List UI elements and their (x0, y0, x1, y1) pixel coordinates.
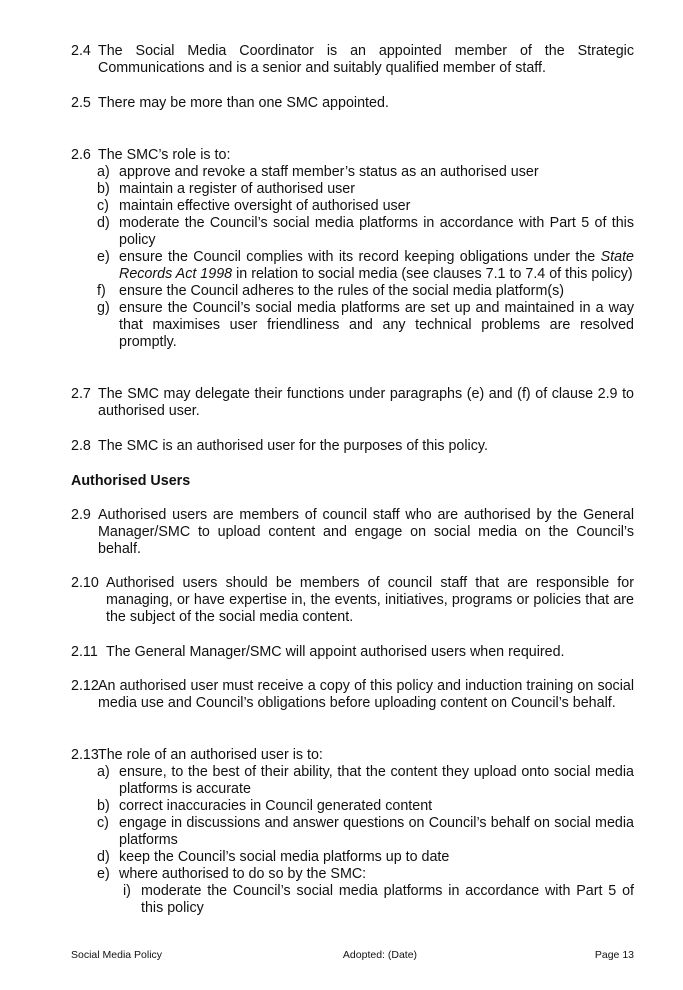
clause-text: There may be more than one SMC appointed. (98, 95, 389, 111)
list-item: d) keep the Council’s social media platforms up to date (97, 849, 450, 865)
clause-text: The SMC may delegate their functions under paragraphs (e) and (f) of clause 2.9 to authorised user. (98, 386, 634, 419)
footer-title: Social Media Policy (71, 949, 163, 961)
clause-2-8 (71, 438, 634, 455)
clause-2-11 (71, 644, 634, 661)
clause-text: Authorised users are members of council staff who are authorised by the General Manager/SMC to upload content and engage on social media on the Council’s behalf. (98, 507, 634, 557)
clause-text: The SMC’s role is to: (98, 147, 231, 163)
clause-text: Authorised users should be members of council staff that are responsible for managing, or have expertise in, the events, initiatives, programs or policies that are the subject of the social media content. (106, 575, 634, 625)
clause-text: The Social Media Coordinator is an appointed member of the Strategic Communications and is a senior and suitably qualified member of staff. (98, 43, 634, 76)
list-item: d) moderate the Council’s social media platforms in accordance with Part 5 of this policy (97, 215, 634, 248)
sub-list-item: i) moderate the Council’s social media platforms in accordance with Part 5 of this policy (123, 883, 634, 916)
user-role-list (97, 764, 634, 917)
list-item: c) engage in discussions and answer questions on Council’s behalf on social media platforms (97, 815, 634, 848)
clause-number: 2.6 (71, 147, 91, 163)
clause-text: The SMC is an authorised user for the purposes of this policy. (98, 438, 488, 454)
clause-2-10 (71, 575, 634, 626)
clause-number: 2.10 (71, 575, 99, 591)
list-item: f) ensure the Council adheres to the rules of the social media platform(s) (97, 283, 565, 299)
clause-number: 2.5 (71, 95, 91, 111)
list-item: c) maintain effective oversight of authorised user (97, 198, 411, 214)
clause-number: 2.8 (71, 438, 91, 454)
clause-number: 2.7 (71, 386, 91, 402)
list-item: e) where authorised to do so by the SMC: (97, 866, 367, 882)
list-item: g) ensure the Council’s social media platforms are set up and maintained in a way that maximises user friendliness and any technical problems are resolved promptly. (97, 300, 634, 350)
footer-page-number: Page 13 (594, 949, 634, 961)
clause-2-12 (71, 678, 634, 712)
clause-2-7 (71, 386, 634, 420)
clause-text: The role of an authorised user is to: (98, 747, 323, 763)
clause-number: 2.9 (71, 507, 91, 523)
clause-2-5 (71, 95, 634, 112)
list-item: a) approve and revoke a staff member’s status as an authorised user (97, 164, 539, 180)
clause-number: 2.12 (71, 678, 99, 694)
smc-role-list (97, 164, 634, 351)
list-item: a) ensure, to the best of their ability, that the content they upload onto social media platforms is accurate (97, 764, 634, 797)
clause-number: 2.4 (71, 43, 91, 59)
clause-2-9 (71, 507, 634, 558)
clause-2-13 (71, 747, 634, 764)
clause-text: An authorised user must receive a copy of this policy and induction training on social media use and Council’s obligations before uploading content on Council’s behalf. (98, 678, 634, 711)
footer-adopted: Adopted: (Date) (342, 949, 418, 961)
list-item: e) ensure the Council complies with its record keeping obligations under the State Records Act 1998 in relation to social media (see clauses 7.1 to 7.4 of this policy) (97, 249, 634, 282)
clause-2-4 (71, 43, 634, 77)
clause-number: 2.13 (71, 747, 99, 763)
act-title: State Records Act 1998 (119, 249, 634, 282)
list-item: b) correct inaccuracies in Council generated content (97, 798, 433, 814)
clause-text: The General Manager/SMC will appoint authorised users when required. (106, 644, 565, 660)
clause-number: 2.11 (71, 644, 98, 660)
clause-2-6 (71, 147, 634, 164)
list-item: b) maintain a register of authorised user (97, 181, 356, 197)
section-heading: Authorised Users (71, 473, 191, 489)
